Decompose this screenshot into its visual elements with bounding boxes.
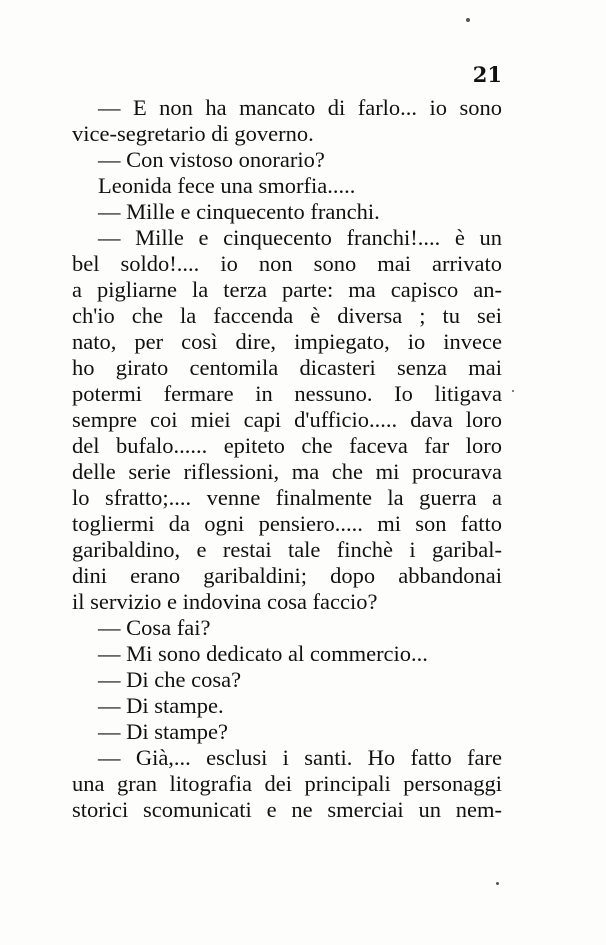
text-line: potermi fermare in nessuno. Io litigava [72, 381, 502, 406]
text-line: — Con vistoso onorario? [98, 147, 325, 172]
text-line: Leonida fece una smorfia..... [98, 173, 356, 198]
text-line: — Di stampe? [98, 719, 228, 744]
text-line: — Mille e cinquecento franchi!.... è un [98, 225, 502, 250]
text-line: ch'io che la faccenda è diversa ; tu sei [72, 303, 502, 328]
text-line: — Di stampe. [98, 693, 224, 718]
text-line: dini erano garibaldini; dopo abbandonai [72, 563, 502, 588]
text-line: ho girato centomila dicasteri senza mai [72, 355, 502, 380]
text-line: una gran litografia dei principali personaggi [72, 771, 502, 796]
text-line: — Già,... esclusi i santi. Ho fatto fare [98, 745, 502, 770]
text-line: lo sfratto;.... venne finalmente la guerra a [72, 485, 502, 510]
text-line: vice-segretario di governo. [72, 121, 314, 146]
print-speck [466, 18, 470, 22]
text-line: togliermi da ogni pensiero..... mi son fatto [72, 511, 502, 536]
text-line: — Cosa fai? [98, 615, 211, 640]
text-line: — Mille e cinquecento franchi. [98, 199, 380, 224]
print-speck [512, 390, 514, 392]
text-line: bel soldo!.... io non sono mai arrivato [72, 251, 502, 276]
text-line: nato, per così dire, impiegato, io invece [72, 329, 502, 354]
text-line: delle serie riflessioni, ma che mi procurava [72, 459, 502, 484]
text-line: a pigliarne la terza parte: ma capisco an- [72, 277, 502, 302]
text-line: — E non ha mancato di farlo... io sono [98, 95, 502, 120]
text-line: sempre coi miei capi d'ufficio..... dava loro [72, 407, 502, 432]
text-line: — Di che cosa? [98, 667, 242, 692]
page-number: 21 [472, 62, 502, 87]
text-line: storici scomunicati e ne smerciai un nem- [72, 797, 502, 822]
text-line: il servizio e indovina cosa faccio? [72, 589, 378, 614]
text-line: del bufalo...... epiteto che faceva far loro [72, 433, 502, 458]
text-line: — Mi sono dedicato al commercio... [98, 641, 428, 666]
print-speck [496, 882, 499, 885]
body-text [72, 95, 502, 823]
text-line: garibaldino, e restai tale finchè i garibal- [72, 537, 502, 562]
